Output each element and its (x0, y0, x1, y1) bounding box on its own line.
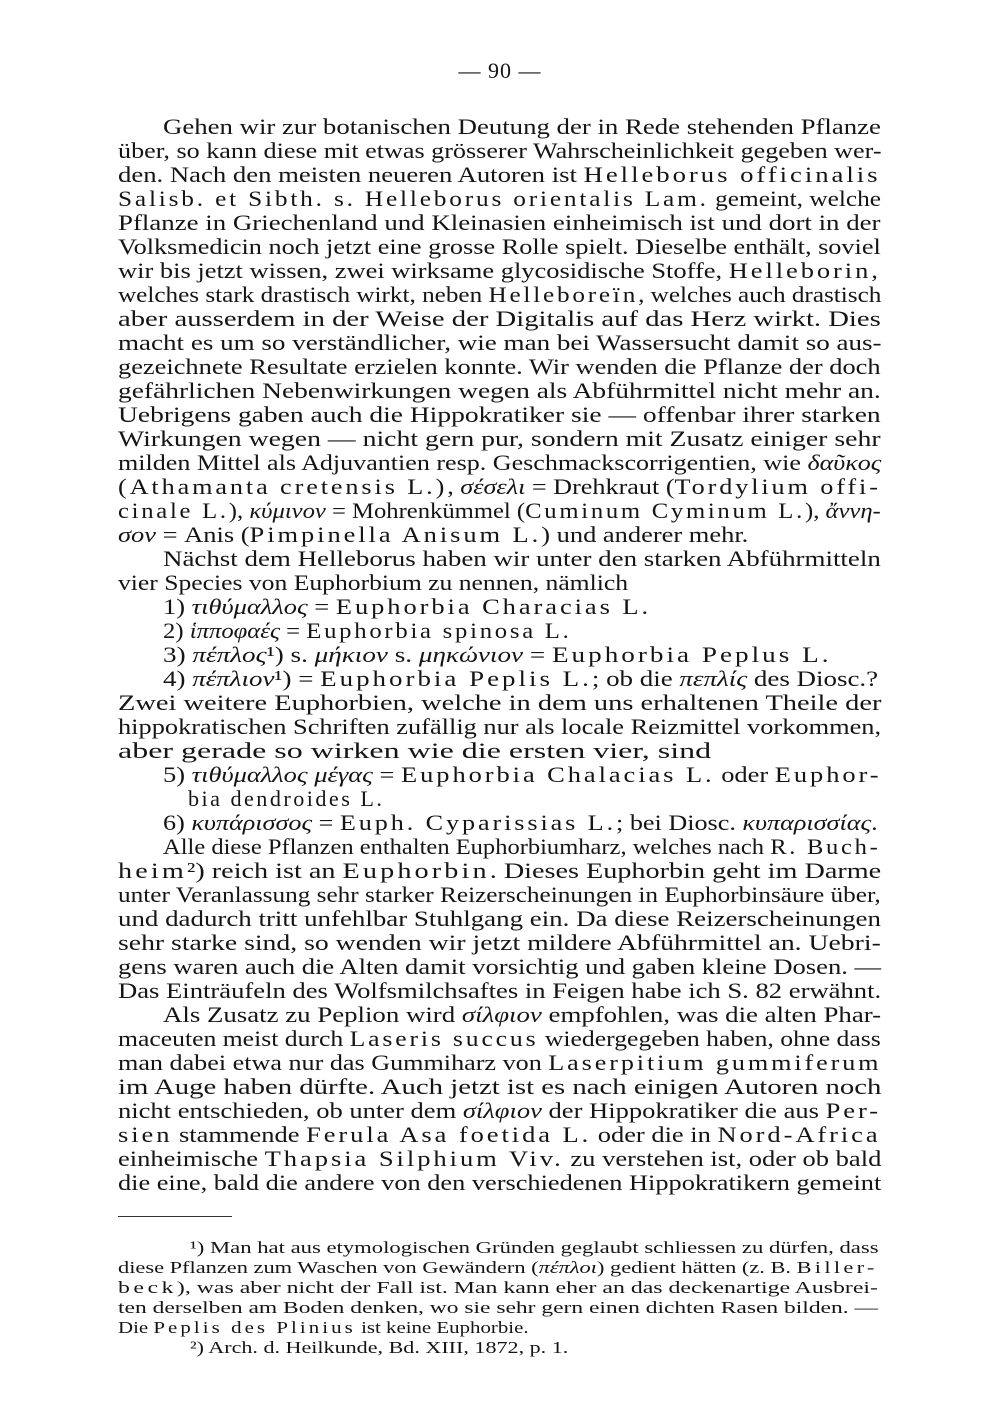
spaced-term: Euphorbia Peplus L. (551, 642, 832, 667)
spaced-term: Pimpinella Anisum L. (249, 522, 542, 547)
text-line (118, 858, 881, 884)
footnote-line (190, 1337, 568, 1358)
text-run: sehr starke sind, so wenden wir jetzt mildere Abführmittel an. Uebri- (118, 930, 881, 955)
text-line (163, 642, 832, 668)
text-line (118, 1146, 881, 1172)
text-line (163, 114, 881, 140)
text-run: Als Zusatz zu Peplion wird (163, 1002, 462, 1027)
text-line (118, 522, 748, 548)
spaced-term: Nord-Africa (717, 1122, 881, 1147)
spaced-term: cinale L. (118, 498, 229, 523)
text-line (118, 1026, 881, 1052)
footnote-line (118, 1257, 878, 1278)
text-run: 1) (163, 594, 192, 619)
text-run: diese Pflanzen zum Waschen von Gewändern ( (118, 1258, 539, 1277)
page-number: — 90 — (458, 58, 542, 83)
text-run: gemeint, welche (708, 186, 882, 211)
text-run: oder (714, 762, 775, 787)
text-line (118, 714, 881, 740)
greek-term: κύμινον (249, 498, 326, 523)
text-line (188, 786, 384, 812)
spaced-term: Biller- (796, 1258, 878, 1277)
text-run: = (307, 594, 336, 619)
text-run: 6) (163, 810, 192, 835)
spaced-term: Euphorbin (342, 858, 490, 883)
text-run: ) gedient hätten (z. B. (596, 1258, 797, 1277)
text-line (118, 570, 628, 596)
text-run: vier Species von Euphorbium zu nennen, nämlich (118, 570, 629, 595)
text-line (118, 690, 881, 716)
text-run: Alle diese Pflanzen enthalten Euphorbiumharz, welches nach (163, 834, 771, 859)
text-run: welches stark drastisch wirkt, neben (118, 282, 489, 307)
text-run: des Diosc.? (747, 666, 879, 691)
text-run: 2) (163, 618, 190, 643)
greek-term: δαῦκος (807, 450, 882, 475)
greek-term: κυπαρισσίας (742, 810, 872, 835)
spaced-term: Euphorbia Peplis L. (320, 666, 592, 691)
text-line (118, 1170, 881, 1196)
text-run: wir bis jetzt wissen, zwei wirksame glycosidische Stoffe, (118, 258, 729, 283)
footnote-rule (118, 1216, 232, 1217)
text-line (118, 954, 881, 980)
spaced-term: Thapsia Silphium Viv. (264, 1146, 564, 1171)
text-line (118, 354, 881, 380)
text-run: ist keine Euphorbie. (355, 1318, 529, 1337)
spaced-term: R. Buch- (770, 834, 881, 859)
text-line (163, 762, 881, 788)
greek-term: ἄννη- (825, 498, 881, 523)
text-run: Gehen wir zur botanischen Deutung der in Rede stehenden Pflanze (163, 114, 881, 139)
text-line (118, 498, 881, 524)
text-run: gens waren auch die Alten damit vorsichtig und gaben kleine Dosen. — (118, 954, 882, 979)
text-line (118, 1050, 881, 1076)
text-run: Wirkungen wegen — nicht gern pur, sondern mit Zusatz einiger sehr (118, 426, 881, 451)
text-run: Nächst dem Helleborus haben wir unter den starken Abführmitteln (163, 546, 881, 571)
text-run: 5) (163, 762, 192, 787)
text-line (118, 234, 881, 260)
text-run: ), (805, 498, 826, 523)
text-run: nicht entschieden, ob unter dem (118, 1098, 463, 1123)
spaced-term: Peplis des Plinius (153, 1318, 356, 1337)
text-run: man dabei etwa nur das Gummiharz von (118, 1050, 549, 1075)
text-run: den. Nach den meisten neueren Autoren ist (118, 162, 584, 187)
text-run: = Mohrenkümmel ( (325, 498, 526, 523)
text-run: unter Veranlassung sehr starker Reizerscheinungen in Euphorbinsäure über, (118, 882, 881, 907)
text-run: und dadurch tritt unfehlbar Stuhlgang ein. Da diese Reizerscheinungen (118, 906, 881, 931)
text-run: = (372, 762, 402, 787)
text-run: hippokratischen Schriften zufällig nur als locale Reizmittel vorkommen, (118, 714, 882, 739)
spaced-term: Helleboreïn (488, 282, 639, 307)
text-line (118, 474, 881, 500)
text-run: = (280, 618, 307, 643)
text-line (118, 330, 882, 356)
spaced-term: Euphor- (774, 762, 882, 787)
text-line (118, 402, 881, 428)
greek-term: ἱπποφαές (189, 618, 281, 643)
greek-term: πέπλος (192, 642, 267, 667)
text-run: ; bei Diosc. (616, 810, 743, 835)
spaced-term: Ferula Asa foetida L. (306, 1122, 592, 1147)
text-run: macht es um so verständlicher, wie man bei Wassersucht damit so aus- (118, 330, 882, 355)
text-run: ¹) Man hat aus etymologischen Gründen geglaubt schliessen zu dürfen, dass (190, 1238, 879, 1257)
footnote-line (118, 1297, 878, 1318)
text-run: wiedergegeben haben, ohne dass (538, 1026, 881, 1051)
greek-term: πεπλίς (679, 666, 748, 691)
text-run: Das Einträufeln des Wolfsmilchsaftes in Feigen habe ich S. 82 erwähnt. (118, 978, 882, 1003)
spaced-term: Salisb. et Sibth. s. Helleborus orientalis Lam. (118, 186, 709, 211)
text-line (118, 306, 881, 332)
text-run: Zwei weitere Euphorbien, welche in dem uns erhaltenen Theile der (118, 690, 882, 715)
text-line (118, 186, 881, 212)
text-line (163, 594, 651, 620)
text-line (118, 738, 711, 764)
text-line (118, 258, 881, 284)
text-line (163, 666, 878, 692)
text-run: ¹) = (274, 666, 321, 691)
text-line (118, 450, 881, 476)
text-run: oder die in (591, 1122, 718, 1147)
spaced-term: sien (118, 1122, 173, 1147)
text-line (118, 1098, 881, 1124)
greek-term: σίλφιον (461, 1002, 542, 1027)
text-run: zu verstehen ist, oder ob bald (563, 1146, 882, 1171)
text-run: ²) reich ist an (186, 858, 343, 883)
greek-term: τιθύμαλλος μέγας (191, 762, 373, 787)
text-run: im Auge haben dürfte. Auch jetzt ist es nach einigen Autoren noch (118, 1074, 882, 1099)
text-run: milden Mittel als Adjuvantien resp. Geschmackscorrigentien, wie (118, 450, 808, 475)
spaced-term: Helleborus officinalis (583, 162, 881, 187)
text-run: = (523, 642, 552, 667)
greek-term: πέπλιον (192, 666, 275, 691)
text-run: = Drehkraut ( (525, 474, 675, 499)
text-line (118, 282, 881, 308)
text-line (118, 930, 881, 956)
spaced-term: Euphorbia spinosa L. (306, 618, 572, 643)
text-run: Pflanze in Griechenland und Kleinasien einheimisch ist und dort in der (118, 210, 881, 235)
text-run: Die (118, 1318, 154, 1337)
footnote-line (190, 1237, 879, 1258)
text-line (118, 1074, 881, 1100)
text-line (118, 138, 882, 164)
spaced-term: beck (118, 1278, 177, 1297)
footnote-line (118, 1277, 878, 1298)
greek-term: κυπάρισσος (191, 810, 313, 835)
spaced-term: heim (118, 858, 187, 883)
text-run: ), (228, 498, 250, 523)
text-run: Volksmedicin noch jetzt eine grosse Rolle spielt. Dieselbe enthält, soviel (118, 234, 881, 259)
text-run: aber ausserdem in der Weise der Digitalis auf das Herz wirkt. Dies (118, 306, 881, 331)
text-run: ), was aber nicht der Fall ist. Man kann eher an das deckenartige Ausbrei- (176, 1278, 878, 1297)
greek-term: μηκώνιον (418, 642, 524, 667)
text-line (118, 210, 881, 236)
greek-term: τιθύμαλλος (191, 594, 308, 619)
text-run: die eine, bald die andere von den verschiedenen Hippokratikern gemeint (118, 1170, 882, 1195)
spaced-term: bia dendroides L. (188, 786, 385, 811)
spaced-term: (Athamanta cretensis L.) (118, 474, 448, 499)
text-run: s. (387, 642, 419, 667)
spaced-term: Per- (825, 1098, 882, 1123)
greek-term: σίλφιον (462, 1098, 542, 1123)
footnote-line (118, 1317, 529, 1338)
text-run: = Anis ( (156, 522, 250, 547)
spaced-term: Euphorbia Chalacias L. (401, 762, 715, 787)
spaced-term: Euph. Cyparissias L. (339, 810, 617, 835)
text-run: . (871, 810, 878, 835)
text-run: über, so kann diese mit etwas grösserer Wahrscheinlichkeit gegeben wer- (118, 138, 882, 163)
text-run: 4) (163, 666, 193, 691)
text-run: einheimische (118, 1146, 265, 1171)
text-run: ¹) s. (266, 642, 315, 667)
text-run: Uebrigens gaben auch die Hippokratiker sie — offenbar ihrer starken (118, 402, 881, 427)
text-run: maceuten meist durch (118, 1026, 350, 1051)
text-run: stammende (172, 1122, 307, 1147)
text-run: ; ob die (591, 666, 680, 691)
text-line (163, 834, 881, 860)
text-line (118, 426, 881, 452)
text-run: gefährlichen Nebenwirkungen wegen als Abführmittel nicht mehr an. (118, 378, 881, 403)
text-run: . Dieses Euphorbin geht im Darme (489, 858, 882, 883)
text-run: ) und anderer mehr. (541, 522, 749, 547)
greek-term: μήκιον (314, 642, 388, 667)
greek-term: σον (118, 522, 157, 547)
text-run: , (447, 474, 461, 499)
greek-term: πέπλοι (538, 1258, 597, 1277)
text-line (118, 882, 881, 908)
text-line (163, 618, 572, 644)
text-line (163, 1002, 881, 1028)
text-run: empfohlen, was die alten Phar- (541, 1002, 882, 1027)
text-line (163, 810, 878, 836)
text-line (118, 162, 880, 188)
text-run: aber gerade so wirken wie die ersten vier, sind (118, 738, 712, 763)
text-run: 3) (163, 642, 193, 667)
text-run: gezeichnete Resultate erzielen konnte. Wir wenden die Pflanze der doch (118, 354, 881, 379)
text-run: ²) Arch. d. Heilkunde, Bd. XIII, 1872, p. 1. (190, 1338, 569, 1357)
text-run: = (312, 810, 340, 835)
spaced-term: Helleborin, (728, 258, 881, 283)
text-line (118, 378, 881, 404)
text-run: der Hippokratiker die aus (541, 1098, 826, 1123)
spaced-term: Laserpitium gummiferum (548, 1050, 882, 1075)
greek-term: σέσελι (460, 474, 526, 499)
spaced-term: Tordylium offi- (674, 474, 881, 499)
spaced-term: Laseris succus (349, 1026, 539, 1051)
text-line (118, 906, 881, 932)
spaced-term: Cuminum Cyminum L. (525, 498, 806, 523)
text-line (163, 546, 881, 572)
text-line (118, 1122, 881, 1148)
spaced-term: Euphorbia Characias L. (335, 594, 652, 619)
text-run: ten derselben am Boden denken, wo sie sehr gern einen dichten Rasen bilden. — (118, 1298, 878, 1317)
text-run: , welches auch drastisch (638, 282, 882, 307)
text-line (118, 978, 881, 1004)
